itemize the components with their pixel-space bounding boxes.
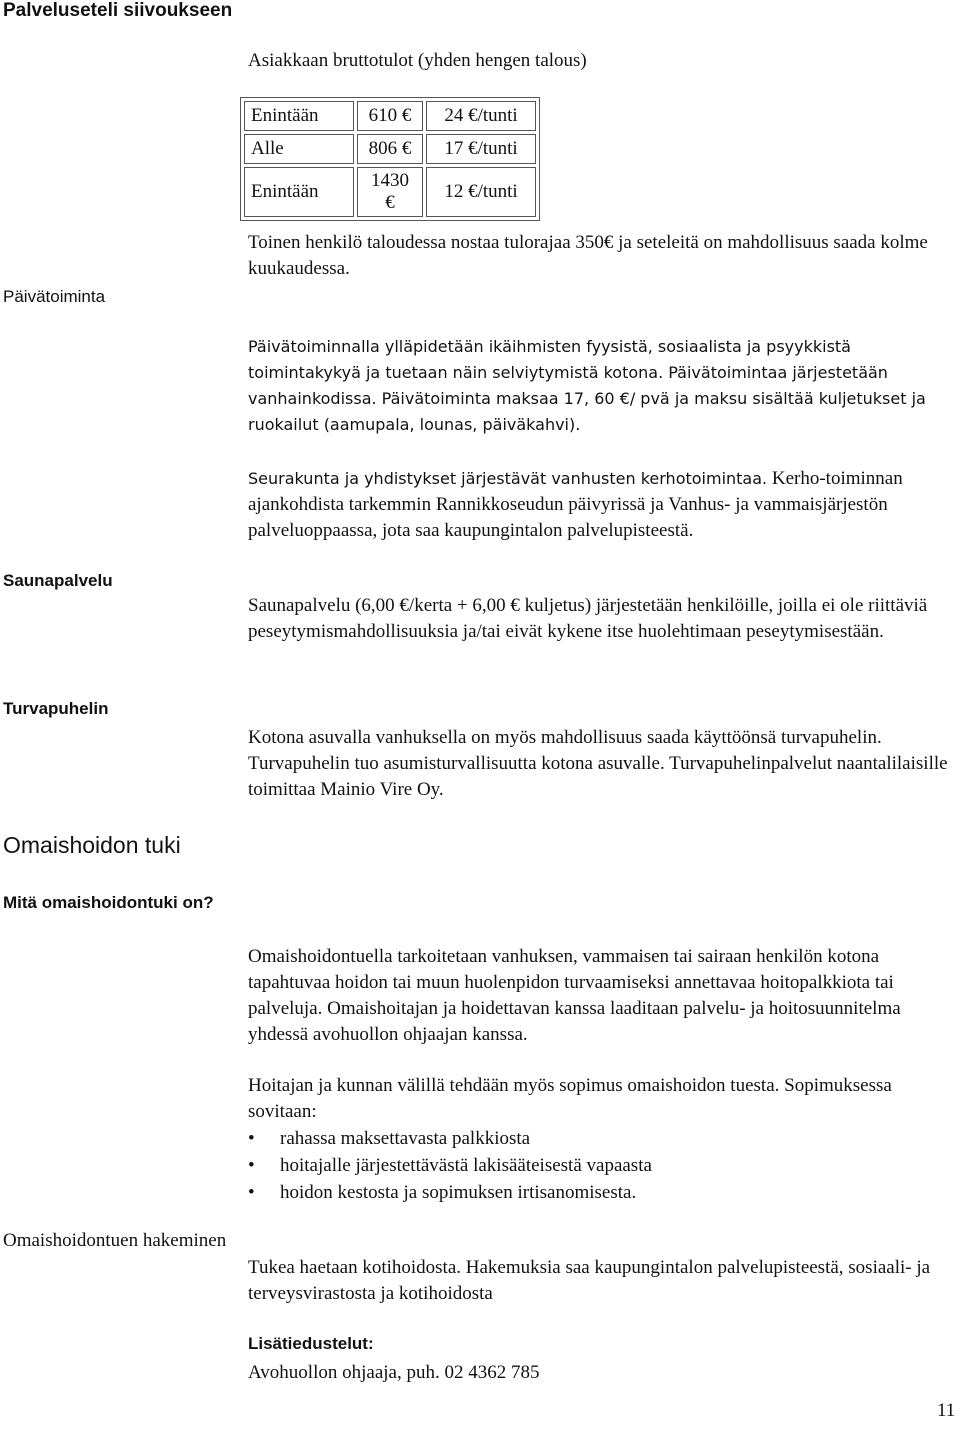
- row-rate: 12 €/tunti: [426, 167, 536, 217]
- list-item: • hoidon kestosta ja sopimuksen irtisanomisesta.: [248, 1179, 953, 1206]
- turvapuhelin-text: Kotona asuvalla vanhuksella on myös mahdollisuus saada käyttöönsä turvapuhelin. Turvapuhelin tuo asumisturvallisuutta kotona asuvalle. Turvapuhelinpalvelut naantalilaisille toimittaa Mainio Vire Oy.: [248, 727, 948, 800]
- list-item: • rahassa maksettavasta palkkiosta: [248, 1125, 953, 1152]
- table-row: [244, 101, 536, 131]
- table-row: [244, 167, 536, 217]
- section-label-saunapalvelu: Saunapalvelu: [3, 571, 113, 590]
- voucher-note: Toinen henkilö taloudessa nostaa tulorajaa 350€ ja seteleitä on mahdollisuus saada kolme kuukaudessa.: [248, 232, 928, 279]
- apply-text: Tukea haetaan kotihoidosta. Hakemuksia saa kaupungintalon palvelupisteestä, sosiaali- ja terveysvirastosta ja kotihoidosta: [248, 1257, 931, 1304]
- saunapalvelu-text: Saunapalvelu (6,00 €/kerta + 6,00 € kuljetus) järjestetään henkilöille, joilla ei ole riittäviä peseytymismahdollisuuksia ja/tai eivät kykene itse huolehtimaan peseytymisestään.: [248, 595, 928, 642]
- page-number: 11: [937, 1400, 956, 1421]
- omaishoito-subtitle: Mitä omaishoidontuki on?: [3, 893, 214, 912]
- agreement-list: [248, 1125, 953, 1206]
- kerhotoiminta-text: [248, 466, 953, 544]
- info-text: Avohuollon ohjaaja, puh. 02 4362 785: [248, 1362, 540, 1383]
- row-label: Enintään: [244, 101, 354, 131]
- row-label: Enintään: [244, 167, 354, 217]
- row-income: 806 €: [357, 134, 423, 164]
- income-heading: Asiakkaan bruttotulot (yhden hengen talous): [248, 50, 587, 71]
- fee-table: [240, 97, 540, 221]
- row-income: 610 €: [357, 101, 423, 131]
- list-item: • hoitajalle järjestettävästä lakisääteisestä vapaasta: [248, 1152, 953, 1179]
- row-rate: 24 €/tunti: [426, 101, 536, 131]
- omaishoito-text1: Omaishoidontuella tarkoitetaan vanhuksen, vammaisen tai sairaan henkilön kotona tapahtuvaa hoidon tai muun huolenpidon turvaamiseksi annettavaa hoitopalkkiota tai palveluja. Omaishoitajan ja hoidettavan kanssa laaditaan palvelu- ja hoitosuunnitelma yhdessä avohuollon ohjaajan kanssa.: [248, 946, 901, 1045]
- section-label-paivatoiminta: Päivätoiminta: [3, 287, 106, 306]
- row-income: 1430 €: [357, 167, 423, 217]
- info-label: Lisätiedustelut:: [248, 1334, 374, 1353]
- page-title: Palveluseteli siivoukseen: [3, 0, 233, 21]
- apply-title: Omaishoidontuen hakeminen: [3, 1230, 227, 1251]
- omaishoito-title: Omaishoidon tuki: [3, 832, 181, 858]
- kerhotoiminta-lead: Seurakunta ja yhdistykset järjestävät vanhusten kerhotoimintaa.: [248, 469, 768, 488]
- row-label: Alle: [244, 134, 354, 164]
- section-label-turvapuhelin: Turvapuhelin: [3, 699, 109, 718]
- kerhotoiminta-rest: Kerho-toiminnan ajankohdista tarkemmin Rannikkoseudun päivyrissä ja Vanhus- ja vammaisjärjestön palveluoppaassa, jota saa kaupungintalon palvelupisteestä.: [248, 468, 903, 541]
- omaishoito-text2: Hoitajan ja kunnan välillä tehdään myös sopimus omaishoidon tuesta. Sopimuksessa sovitaan:: [248, 1075, 892, 1122]
- paivatoiminta-text: Päivätoiminnalla ylläpidetään ikäihmisten fyysistä, sosiaalista ja psyykkistä toimintakykyä ja tuetaan näin selviytymistä kotona. Päivätoimintaa järjestetään vanhainkodissa. Päivätoiminta maksaa 17, 60 €/ pvä ja maksu sisältää kuljetukset ja ruokailut (aamupala, lounas, päiväkahvi).: [248, 337, 926, 434]
- table-row: [244, 134, 536, 164]
- row-rate: 17 €/tunti: [426, 134, 536, 164]
